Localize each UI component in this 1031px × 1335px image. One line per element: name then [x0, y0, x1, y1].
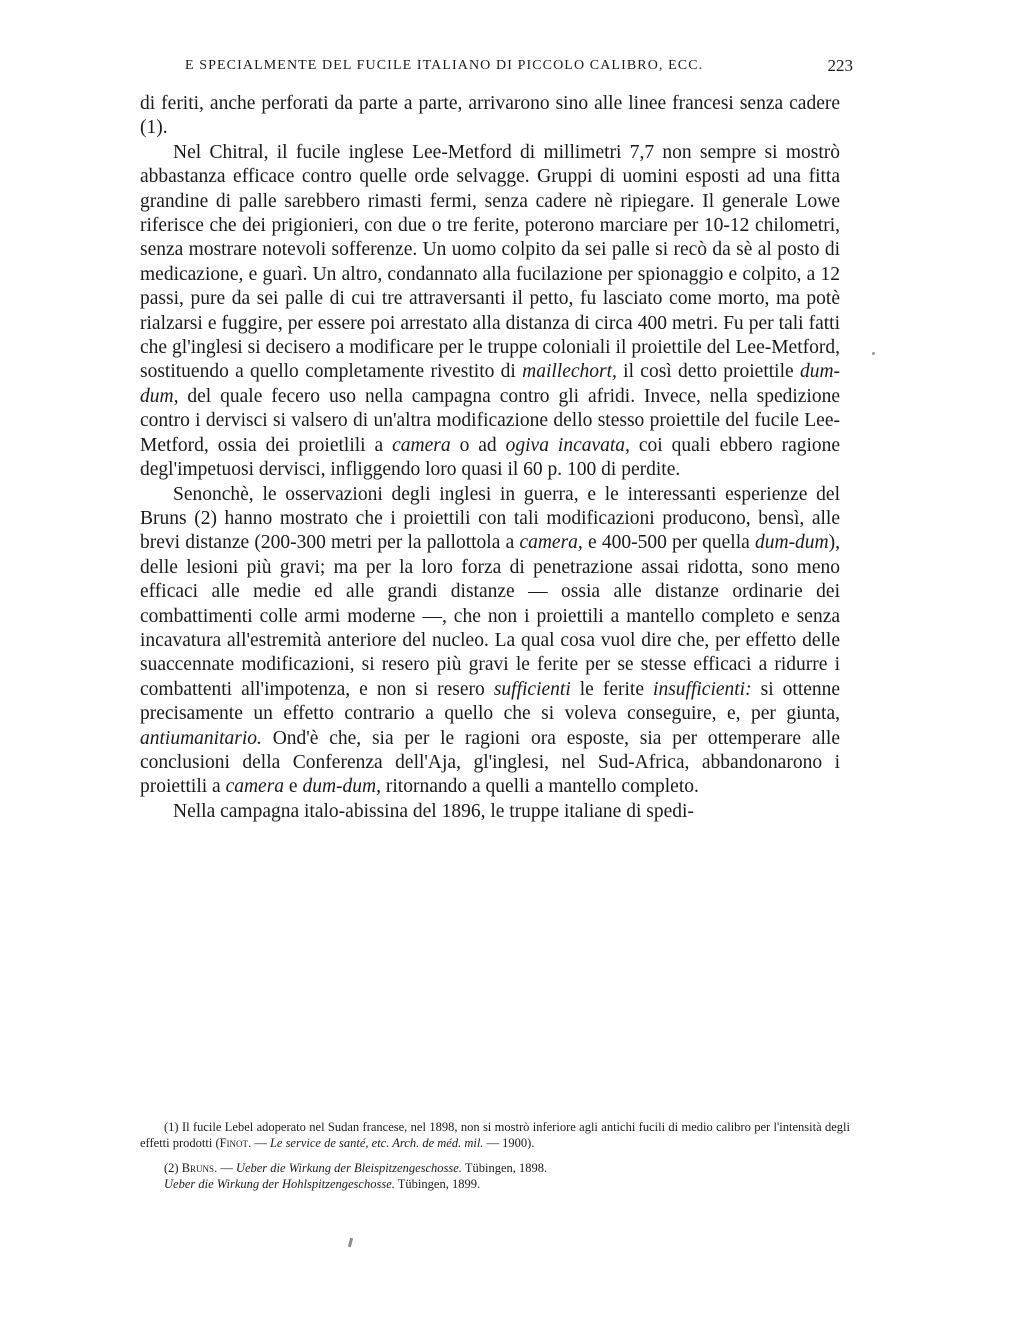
fn1-author: Finot: [219, 1135, 249, 1150]
p3-text-7: e: [288, 776, 298, 798]
p2-text-1: Nel Chitral, il fucile inglese Lee-Metford di millimetri 7,7 non sempre si mostrò abbastanza efficace contro quelle orde selvagge. Gruppi di uomini esposti ad una fitta grandine di palle sarebbero rimasti fermi, senza cadere nè ripiegare. Il generale Lowe riferisce che dei prigionieri, con due o tre ferite, poterono marciare per 10-12 chilometri, senza mostrare notevoli sofferenze. Un uomo colpito da sei palle si recò da sè al posto di medicazione, e guarì. Un altro, condannato alla fucilazione per spionaggio e colpito, a 12 passi, pure da sei palle di cui tre attraversanti il petto, fu lasciato come morto, ma potè rialzarsi e fuggire, per essere poi arrestato alla distanza di circa 400 metri. Fu per tali fatti che gl'inglesi si decisero a modificare per le truppe coloniali il proiettile del Lee-Metford, sostituendo a quello completamente rivestito di: [140, 141, 840, 383]
footnotes: [140, 1120, 850, 1192]
fn2-text-3: Tübingen, 1898.: [464, 1161, 548, 1175]
p2-text-3: del quale fecero uso nella campagna contro gli afridi. Invece, nella spedizione contro i dervisci si valsero di un'altra modificazione dello stesso proiettile del fucile Lee-Metford, ossia dei proietlili a: [140, 385, 841, 456]
page-number: 223: [827, 56, 853, 75]
p2-text-4: o ad: [459, 434, 497, 456]
p3-italic-sufficienti: sufficienti: [493, 678, 571, 700]
p3-italic-camera: camera,: [519, 532, 583, 554]
p3-text-8: ritornando a quelli a mantello completo.: [385, 776, 699, 798]
p3-text-1: Senonchè, le osservazioni degli inglesi in guerra, e le interessanti esperienze del Bruns (2) hanno mostrato che i proiettili con tali modificazioni producono, bensì, alle brevi distanze (200-300 metri per la pallottola a: [140, 483, 840, 554]
fn1-italic-title: Le service de santé, etc. Arch. de méd. mil.: [269, 1135, 484, 1150]
p2-italic-ogiva: ogiva incavata,: [505, 434, 630, 456]
p3-text-6: Ond'è che, sia per le ragioni ora esposte, sia per ottemperare alle conclusioni della Conferenza dell'Aja, gl'inglesi, nel Sud-Africa, abbandonarono i proiettili a: [140, 727, 840, 798]
paragraph-2: [140, 141, 840, 483]
p3-italic-dum-dum: dum-dum: [754, 532, 829, 554]
p2-italic-maillechort: maillechort,: [522, 361, 617, 383]
p2-italic-dum-dum: dum-dum,: [140, 361, 841, 407]
footnote-2: [140, 1161, 850, 1177]
fn2-text-1: (2): [164, 1161, 179, 1175]
ink-mark: [348, 1238, 353, 1247]
fn1-text-2: . —: [248, 1135, 267, 1150]
p3-italic-camera-2: camera: [225, 776, 285, 798]
footnote-3: [140, 1177, 850, 1193]
p2-text-5: coi quali ebbero ragione degl'impetuosi dervisci, infliggendo loro quasi il 60 p. 100 di perdite.: [140, 434, 841, 481]
main-text: [140, 92, 840, 824]
paragraph-4: Nella campagna italo-abissina del 1896, le truppe italiane di spedi-: [173, 800, 694, 822]
footnote-1: [140, 1120, 850, 1151]
fn1-text-3: — 1900).: [486, 1135, 535, 1150]
p3-text-2: e 400-500 per quella: [588, 532, 750, 554]
p3-italic-dum-dum-2: dum-dum,: [302, 776, 381, 798]
p3-text-5: si ottenne precisamente un effetto contrario a quello che si voleva conseguire, e, per giunta,: [140, 678, 841, 725]
paragraph-1: di feriti, anche perforati da parte a parte, arrivarono sino alle linee francesi senza cadere (1).: [140, 93, 840, 139]
p3-italic-antiumanitario: antiumanitario.: [140, 727, 262, 749]
paragraph-3: [140, 483, 840, 800]
p3-italic-insufficienti: insufficienti:: [653, 678, 752, 700]
p3-text-3: ), delle lesioni più gravi; ma per la loro forza di penetrazione assai ridotta, sono meno efficaci alle medie ed alle grandi distanze — ossia alle distanze ordinarie dei combattimenti colle armi moderne —, che non i proiettili a mantello completo e senza incavatura all'estremità anteriore del nucleo. La qual cosa vuol dire che, per effetto delle suaccennate modificazioni, si resero più gravi le ferite per se stesse efficaci a ridurre i combattenti all'impotenza, e non si resero: [140, 532, 841, 700]
print-speck: [872, 352, 875, 355]
fn3-italic-title: Ueber die Wirkung der Hohlspitzengeschosse.: [164, 1176, 395, 1191]
fn3-text-1: Tübingen, 1899.: [397, 1176, 481, 1191]
fn1-text-1: (1) Il fucile Lebel adoperato nel Sudan francese, nel 1898, non si mostrò inferiore agli antichi fucili di medio calibro per l'intensità degli effetti prodotti (: [140, 1120, 850, 1150]
fn2-author: Bruns: [181, 1161, 215, 1175]
p2-italic-camera: camera: [392, 434, 451, 456]
fn2-italic-title: Ueber die Wirkung der Bleispitzengeschosse.: [235, 1161, 462, 1175]
running-title: E SPECIALMENTE DEL FUCILE ITALIANO DI PICCOLO CALIBRO, ECC.: [185, 58, 704, 73]
page-header: [185, 56, 853, 80]
p3-text-4: le ferite: [579, 678, 644, 700]
p2-text-2: il così detto proiettile: [623, 361, 794, 383]
fn2-text-2: . —: [214, 1161, 233, 1175]
